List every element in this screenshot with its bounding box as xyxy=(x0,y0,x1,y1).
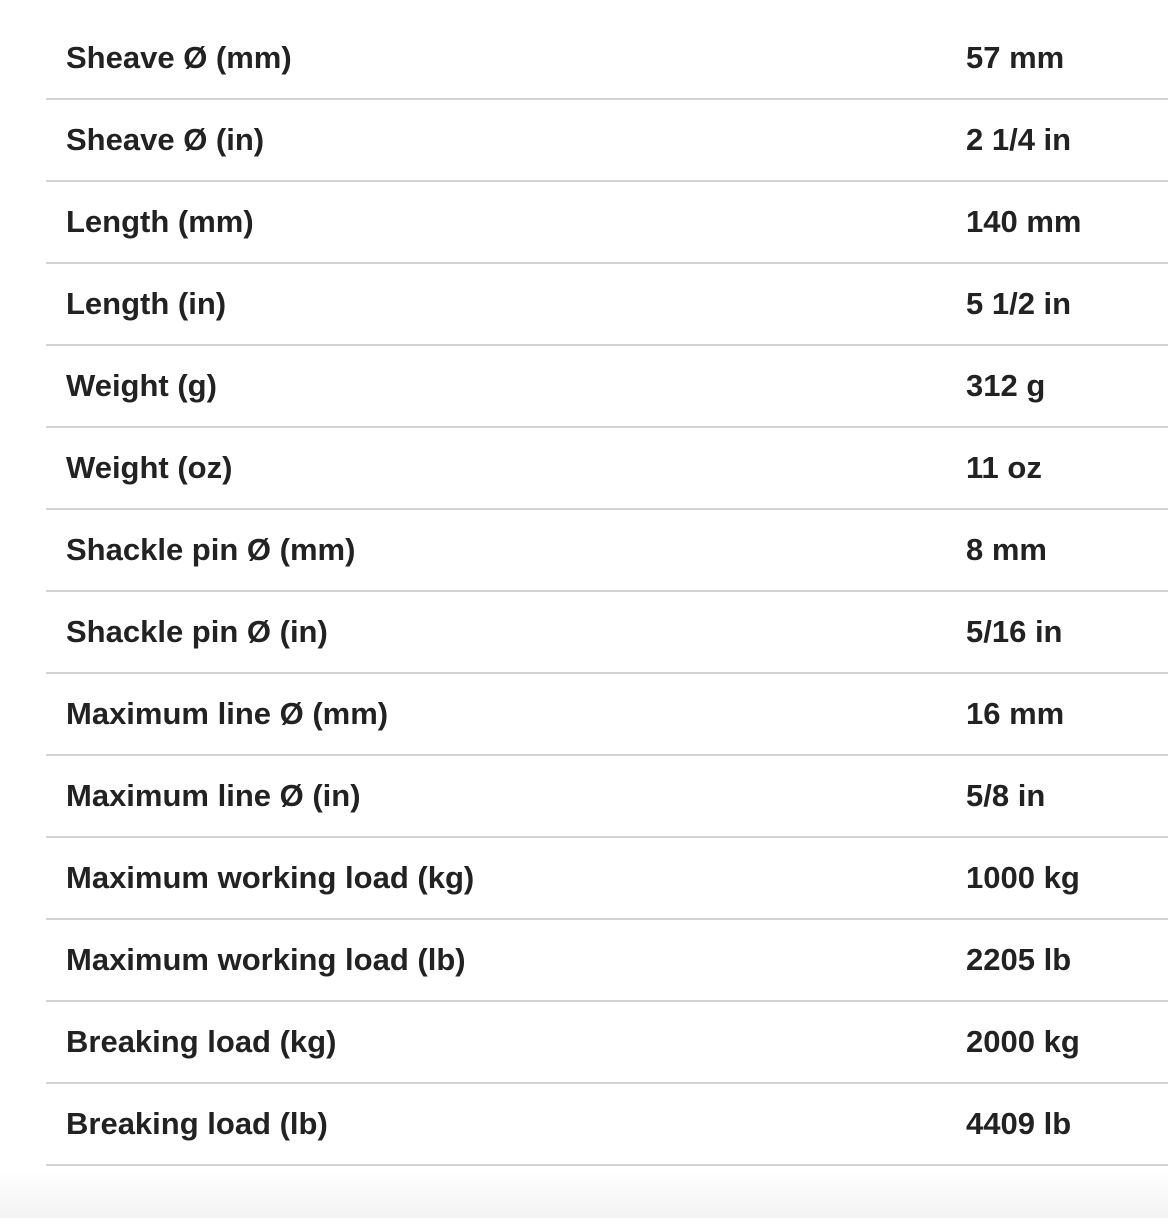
spec-label: Maximum working load (kg) xyxy=(66,860,475,895)
spec-value: 2205 lb xyxy=(966,942,1072,977)
spec-row-max-line-diameter-mm xyxy=(46,674,1168,756)
spec-label: Shackle pin Ø (in) xyxy=(66,614,328,649)
spec-value: 1000 kg xyxy=(966,860,1080,895)
spec-row-length-mm xyxy=(46,182,1168,264)
spec-label: Length (in) xyxy=(66,286,227,321)
spec-value: 5/8 in xyxy=(966,778,1046,813)
spec-value: 140 mm xyxy=(966,204,1082,239)
spec-label: Breaking load (kg) xyxy=(66,1024,337,1059)
spec-label: Maximum working load (lb) xyxy=(66,942,466,977)
spec-row-weight-g xyxy=(46,346,1168,428)
spec-value: 5 1/2 in xyxy=(966,286,1072,321)
spec-label: Breaking load (lb) xyxy=(66,1106,328,1141)
spec-label: Sheave Ø (in) xyxy=(66,122,265,157)
spec-row-length-in xyxy=(46,264,1168,346)
spec-value: 2 1/4 in xyxy=(966,122,1072,157)
spec-row-max-line-diameter-in xyxy=(46,756,1168,838)
spec-table xyxy=(46,18,1168,1166)
spec-label: Maximum line Ø (in) xyxy=(66,778,361,813)
spec-label: Sheave Ø (mm) xyxy=(66,40,292,75)
spec-value: 2000 kg xyxy=(966,1024,1080,1059)
spec-row-shackle-pin-diameter-in xyxy=(46,592,1168,674)
spec-value: 4409 lb xyxy=(966,1106,1072,1141)
spec-row-shackle-pin-diameter-mm xyxy=(46,510,1168,592)
spec-label: Length (mm) xyxy=(66,204,254,239)
spec-value: 11 oz xyxy=(966,450,1042,485)
spec-label: Weight (g) xyxy=(66,368,217,403)
spec-row-weight-oz xyxy=(46,428,1168,510)
spec-value: 312 g xyxy=(966,368,1046,403)
spec-label: Maximum line Ø (mm) xyxy=(66,696,389,731)
spec-label: Shackle pin Ø (mm) xyxy=(66,532,356,567)
spec-label: Weight (oz) xyxy=(66,450,233,485)
spec-row-breaking-load-lb xyxy=(46,1084,1168,1166)
spec-row-sheave-diameter-mm xyxy=(46,18,1168,100)
spec-value: 8 mm xyxy=(966,532,1047,567)
spec-value: 5/16 in xyxy=(966,614,1063,649)
spec-row-sheave-diameter-in xyxy=(46,100,1168,182)
spec-row-max-working-load-lb xyxy=(46,920,1168,1002)
spec-value: 57 mm xyxy=(966,40,1065,75)
page-bottom-fade xyxy=(0,1170,1168,1218)
spec-value: 16 mm xyxy=(966,696,1065,731)
spec-row-max-working-load-kg xyxy=(46,838,1168,920)
spec-row-breaking-load-kg xyxy=(46,1002,1168,1084)
